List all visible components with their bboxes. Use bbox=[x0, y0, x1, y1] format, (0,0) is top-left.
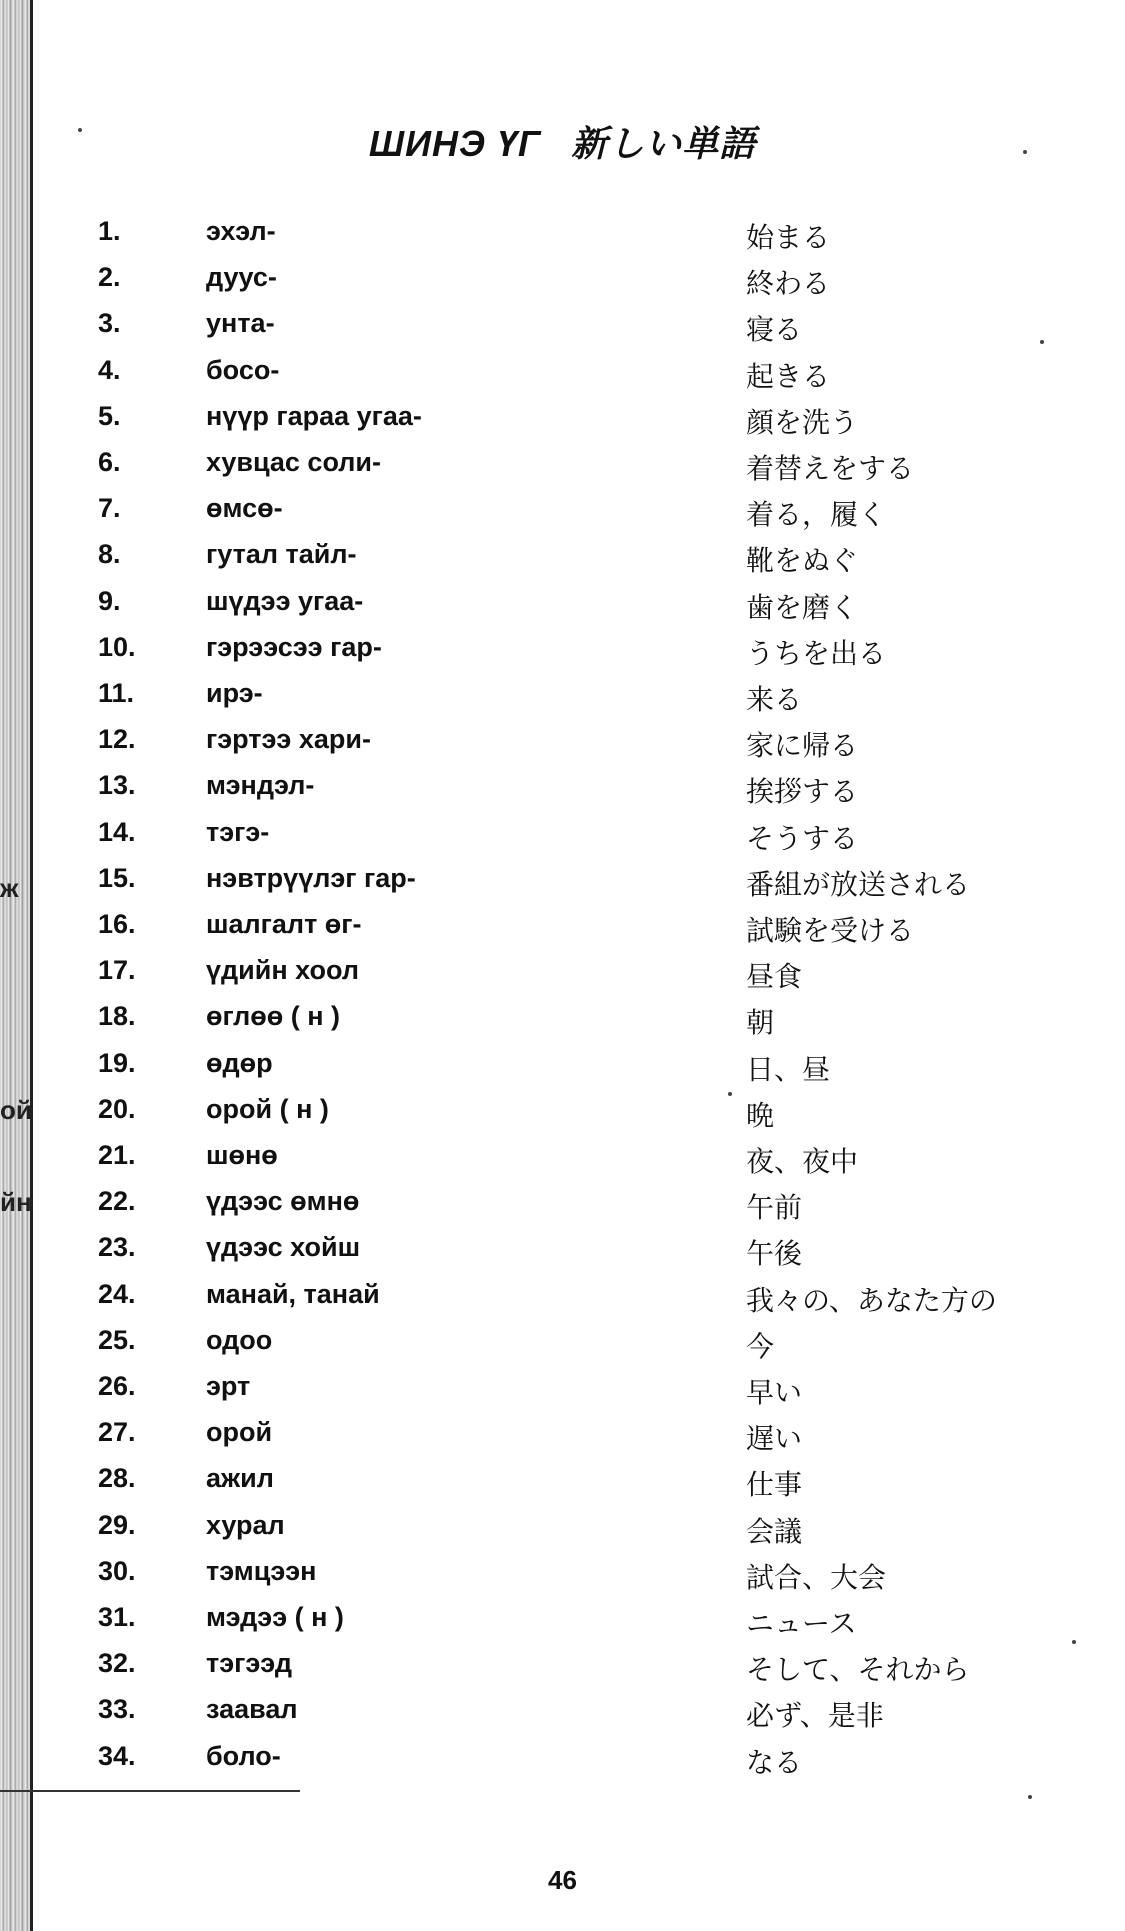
scan-speck bbox=[1072, 1640, 1076, 1644]
vocab-number: 14. bbox=[98, 817, 136, 847]
vocab-row bbox=[0, 1463, 1125, 1503]
vocab-number: 21. bbox=[98, 1140, 136, 1170]
page-number: 46 bbox=[548, 1865, 577, 1895]
vocab-japanese: 終わる bbox=[746, 267, 831, 300]
vocab-japanese: 午後 bbox=[746, 1237, 803, 1270]
vocab-mongolian: эхэл- bbox=[206, 216, 276, 246]
vocab-mongolian: одоо bbox=[206, 1325, 273, 1355]
vocab-mongolian: хурал bbox=[206, 1510, 285, 1540]
vocab-number: 23. bbox=[98, 1232, 136, 1262]
vocab-row bbox=[0, 539, 1125, 579]
vocab-japanese: 夜、夜中 bbox=[746, 1145, 859, 1178]
vocab-mongolian: заавал bbox=[206, 1694, 298, 1724]
vocab-mongolian: үдээс хойш bbox=[206, 1232, 361, 1262]
vocab-mongolian: үдийн хоол bbox=[206, 955, 359, 985]
vocab-row bbox=[0, 770, 1125, 810]
vocab-number: 3. bbox=[98, 308, 121, 338]
vocab-number: 30. bbox=[98, 1556, 136, 1586]
vocab-number: 26. bbox=[98, 1371, 136, 1401]
vocab-mongolian: нэвтрүүлэг гар- bbox=[206, 863, 416, 893]
vocab-number: 2. bbox=[98, 262, 121, 292]
vocab-japanese: 番組が放送される bbox=[746, 868, 971, 901]
vocab-row bbox=[0, 1232, 1125, 1272]
vocab-row bbox=[0, 909, 1125, 949]
vocab-japanese: 起きる bbox=[746, 360, 831, 393]
vocab-row bbox=[0, 1001, 1125, 1041]
vocab-number: 6. bbox=[98, 447, 121, 477]
vocab-japanese: 試合、大会 bbox=[746, 1561, 887, 1594]
vocab-row bbox=[0, 216, 1125, 256]
vocab-mongolian: унта- bbox=[206, 308, 275, 338]
vocab-japanese: 試験を受ける bbox=[746, 914, 915, 947]
vocab-japanese: そして、それから bbox=[746, 1653, 970, 1686]
vocab-japanese: そうする bbox=[746, 822, 859, 855]
vocab-japanese: 始まる bbox=[746, 221, 831, 254]
vocab-japanese: 我々の、あなた方の bbox=[746, 1284, 997, 1317]
vocab-number: 19. bbox=[98, 1048, 136, 1078]
vocab-number: 13. bbox=[98, 770, 136, 800]
vocab-mongolian: өдөр bbox=[206, 1048, 273, 1078]
vocab-number: 20. bbox=[98, 1094, 136, 1124]
vocab-japanese: 寝る bbox=[746, 313, 803, 346]
vocab-row bbox=[0, 1417, 1125, 1457]
vocab-mongolian: манай, танай bbox=[206, 1279, 380, 1309]
vocab-mongolian: эрт bbox=[206, 1371, 251, 1401]
vocab-mongolian: тэмцээн bbox=[206, 1556, 317, 1586]
vocab-number: 4. bbox=[98, 355, 121, 385]
vocab-mongolian: тэгэ- bbox=[206, 817, 270, 847]
vocab-row bbox=[0, 955, 1125, 995]
vocab-japanese: 早い bbox=[746, 1376, 803, 1409]
vocab-japanese: 仕事 bbox=[746, 1468, 803, 1501]
title-mongolian: ШИНЭ ҮГ bbox=[368, 123, 542, 165]
vocab-japanese: 歯を磨く bbox=[746, 591, 859, 624]
vocab-mongolian: ажил bbox=[206, 1463, 274, 1493]
vocab-number: 27. bbox=[98, 1417, 136, 1447]
vocab-japanese: 朝 bbox=[746, 1006, 775, 1039]
vocab-number: 32. bbox=[98, 1648, 136, 1678]
vocab-row bbox=[0, 632, 1125, 672]
vocab-mongolian: гэрээсээ гар- bbox=[206, 632, 382, 662]
margin-fragment-2: ой bbox=[0, 1095, 32, 1125]
vocab-mongolian: босо- bbox=[206, 355, 280, 385]
scan-speck bbox=[728, 1092, 732, 1096]
vocab-row bbox=[0, 447, 1125, 487]
vocab-japanese: 晩 bbox=[746, 1099, 775, 1132]
vocab-japanese: 顔を洗う bbox=[746, 406, 859, 439]
vocab-row bbox=[0, 586, 1125, 626]
footnote-rule bbox=[0, 1790, 300, 1792]
vocab-japanese: 着る，履く bbox=[746, 498, 887, 531]
vocab-number: 15. bbox=[98, 863, 136, 893]
margin-fragment-1: ж bbox=[0, 873, 19, 903]
vocab-row bbox=[0, 1186, 1125, 1226]
vocab-japanese: 必ず、是非 bbox=[746, 1699, 884, 1732]
vocab-mongolian: дуус- bbox=[206, 262, 277, 292]
vocab-japanese: うちを出る bbox=[746, 637, 887, 670]
vocab-number: 29. bbox=[98, 1510, 136, 1540]
vocab-row bbox=[0, 1602, 1125, 1642]
vocab-row bbox=[0, 1694, 1125, 1734]
vocab-row bbox=[0, 863, 1125, 903]
vocab-mongolian: боло- bbox=[206, 1741, 281, 1771]
vocab-number: 1. bbox=[98, 216, 121, 246]
scan-speck bbox=[1028, 1795, 1032, 1799]
vocab-japanese: 家に帰る bbox=[746, 729, 859, 762]
vocab-mongolian: нүүр гараа угаа- bbox=[206, 401, 422, 431]
vocab-mongolian: гутал тайл- bbox=[206, 539, 357, 569]
vocab-number: 31. bbox=[98, 1602, 136, 1632]
vocab-japanese: 午前 bbox=[746, 1191, 803, 1224]
vocab-japanese: 靴をぬぐ bbox=[746, 544, 859, 577]
vocab-row bbox=[0, 1371, 1125, 1411]
scan-speck bbox=[1040, 340, 1044, 344]
vocab-number: 16. bbox=[98, 909, 136, 939]
vocab-mongolian: шүдээ угаа- bbox=[206, 586, 364, 616]
vocab-mongolian: ирэ- bbox=[206, 678, 263, 708]
vocab-row bbox=[0, 678, 1125, 718]
vocab-japanese: 着替えをする bbox=[746, 452, 915, 485]
vocab-number: 9. bbox=[98, 586, 121, 616]
vocab-mongolian: шалгалт өг- bbox=[206, 909, 362, 939]
vocab-row bbox=[0, 1648, 1125, 1688]
vocab-row bbox=[0, 1741, 1125, 1781]
vocab-row bbox=[0, 262, 1125, 302]
vocab-row bbox=[0, 401, 1125, 441]
vocab-number: 18. bbox=[98, 1001, 136, 1031]
vocab-mongolian: мэндэл- bbox=[206, 770, 315, 800]
vocab-number: 7. bbox=[98, 493, 121, 523]
vocab-number: 28. bbox=[98, 1463, 136, 1493]
vocab-mongolian: орой bbox=[206, 1417, 273, 1447]
margin-fragment-3: йн bbox=[0, 1187, 32, 1217]
vocab-row bbox=[0, 493, 1125, 533]
vocab-row bbox=[0, 308, 1125, 348]
vocab-number: 5. bbox=[98, 401, 121, 431]
title-japanese: 新しい単語 bbox=[571, 123, 757, 165]
vocab-row bbox=[0, 1510, 1125, 1550]
vocab-number: 12. bbox=[98, 724, 136, 754]
vocab-mongolian: үдээс өмнө bbox=[206, 1186, 360, 1216]
vocab-number: 11. bbox=[98, 678, 135, 708]
vocab-mongolian: мэдээ ( н ) bbox=[206, 1602, 344, 1632]
vocab-japanese: 会議 bbox=[746, 1515, 803, 1548]
vocab-japanese: ニュース bbox=[746, 1607, 857, 1640]
vocab-row bbox=[0, 1094, 1125, 1134]
vocab-mongolian: орой ( н ) bbox=[206, 1094, 329, 1124]
vocab-row bbox=[0, 817, 1125, 857]
vocab-row bbox=[0, 1140, 1125, 1180]
vocab-japanese: 来る bbox=[746, 683, 803, 716]
vocab-row bbox=[0, 724, 1125, 764]
vocab-number: 10. bbox=[98, 632, 136, 662]
vocab-row bbox=[0, 355, 1125, 395]
vocab-mongolian: хувцас соли- bbox=[206, 447, 381, 477]
vocab-japanese: 挨拶する bbox=[746, 775, 859, 808]
vocab-number: 24. bbox=[98, 1279, 136, 1309]
scan-speck bbox=[78, 128, 82, 132]
vocab-mongolian: шөнө bbox=[206, 1140, 278, 1170]
vocab-japanese: 今 bbox=[746, 1330, 775, 1363]
vocab-row bbox=[0, 1556, 1125, 1596]
vocab-japanese: 遅い bbox=[746, 1422, 803, 1455]
vocab-row bbox=[0, 1325, 1125, 1365]
scan-speck bbox=[1023, 150, 1027, 154]
vocab-japanese: 日、昼 bbox=[746, 1053, 831, 1086]
vocab-mongolian: өглөө ( н ) bbox=[206, 1001, 340, 1031]
vocab-number: 22. bbox=[98, 1186, 136, 1216]
vocab-row bbox=[0, 1279, 1125, 1319]
vocab-mongolian: өмсө- bbox=[206, 493, 283, 523]
vocab-japanese: 昼食 bbox=[746, 960, 803, 993]
vocab-number: 25. bbox=[98, 1325, 136, 1355]
vocab-mongolian: гэртээ хари- bbox=[206, 724, 371, 754]
vocab-number: 17. bbox=[98, 955, 136, 985]
vocab-japanese: なる bbox=[746, 1746, 803, 1779]
vocab-number: 8. bbox=[98, 539, 121, 569]
vocab-number: 33. bbox=[98, 1694, 136, 1724]
vocab-row bbox=[0, 1048, 1125, 1088]
page-title bbox=[0, 116, 1125, 167]
vocab-mongolian: тэгээд bbox=[206, 1648, 292, 1678]
vocab-number: 34. bbox=[98, 1741, 136, 1771]
